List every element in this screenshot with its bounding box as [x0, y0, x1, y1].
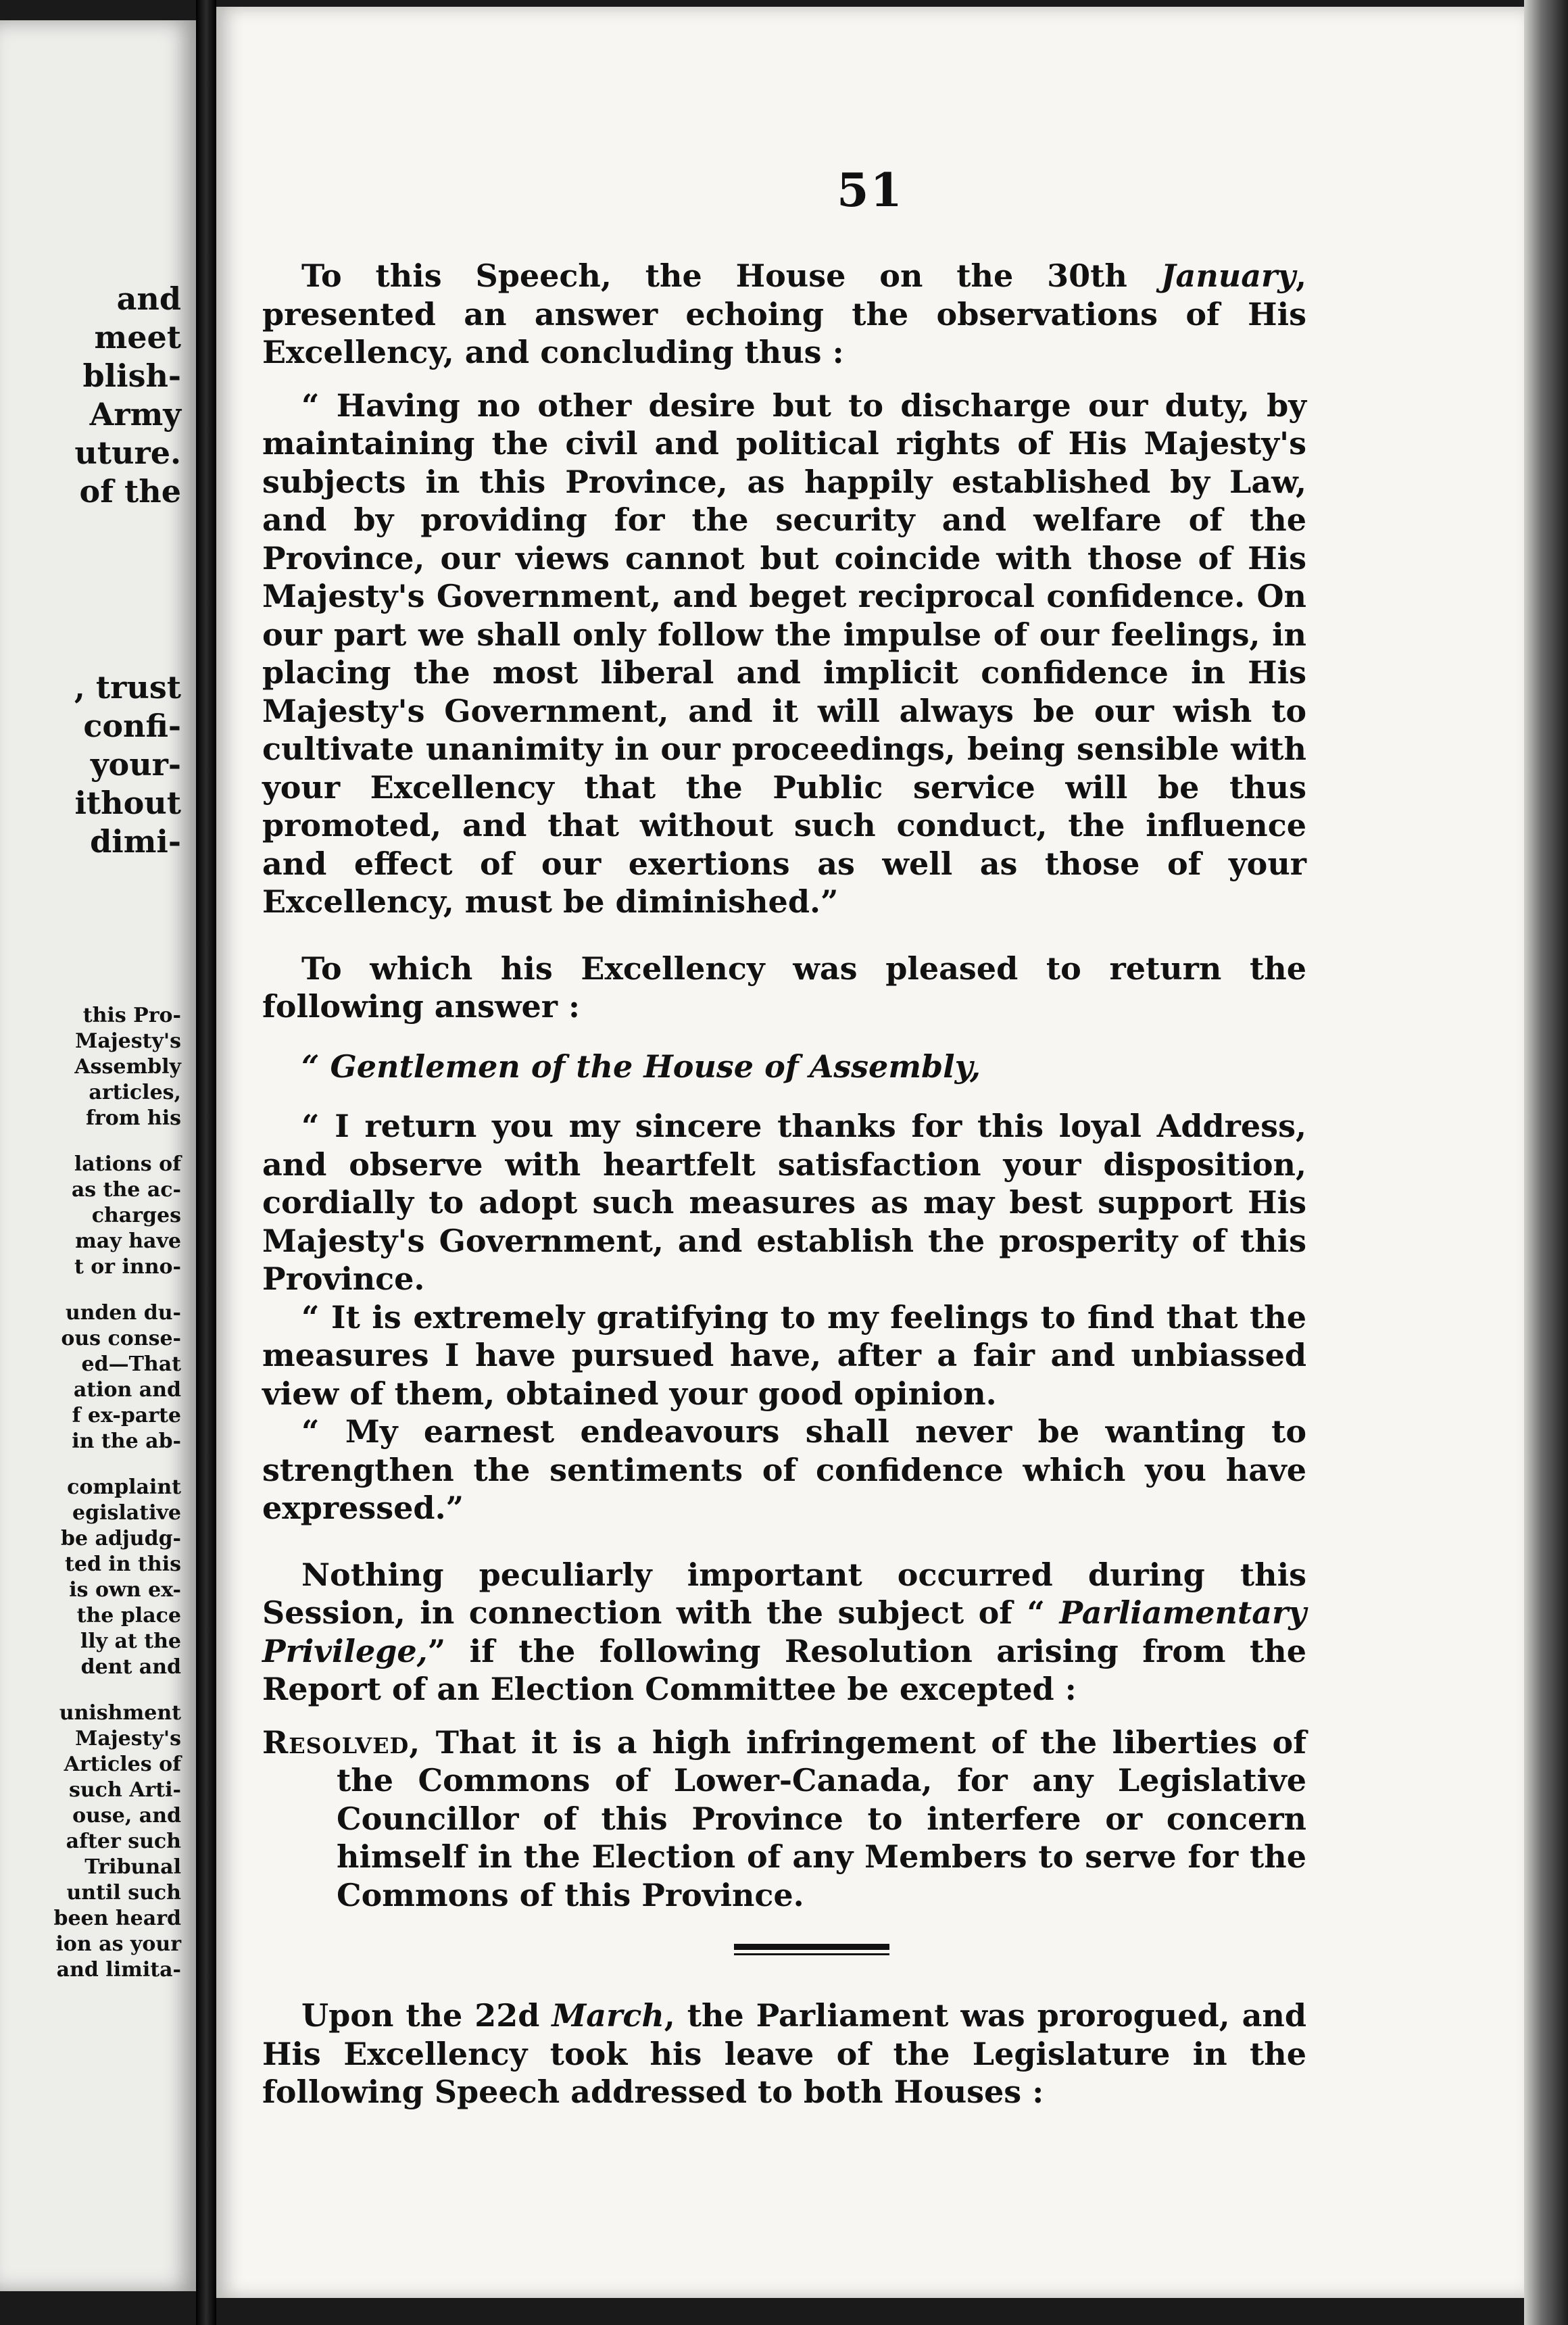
left-fragment-line: lly at the: [80, 1630, 181, 1653]
left-fragment-line: may have: [75, 1229, 181, 1253]
paragraph-endeavours: “ My earnest endeavours shall never be wanting to strengthen the sentiments of confidence which you have expressed.”: [262, 1413, 1306, 1526]
paragraph-session: Nothing peculiarly important occurred during this Session, in connection with the subject of “ Parliamentary Privilege,” if the following Resolution arising from the Report of an Election Committee be excepted :: [262, 1556, 1306, 1707]
page-body: [262, 257, 1306, 2111]
left-fragment-line: ouse, and: [72, 1804, 181, 1828]
left-fragment-line: Assembly: [74, 1055, 181, 1079]
left-fragment-line: of the: [79, 473, 181, 510]
left-fragment-line: charges: [91, 1204, 181, 1227]
left-fragment-line: egislative: [72, 1501, 181, 1525]
left-fragment-line: this Pro-: [82, 1004, 181, 1027]
date-month-march: March: [552, 1997, 664, 2034]
left-fragment-line: dimi-: [90, 823, 181, 860]
left-fragment-line: Majesty's: [75, 1727, 181, 1751]
left-fragment-line: as the ac-: [71, 1178, 181, 1202]
parliamentary-privilege-phrase: Parliamentary Privilege,: [262, 1594, 1306, 1669]
left-fragment-line: ation and: [73, 1378, 181, 1402]
left-fragment-line: been heard: [53, 1907, 181, 1930]
section-divider: [734, 1944, 889, 1959]
left-fragment-line: Articles of: [64, 1753, 181, 1776]
left-fragment-line: is own ex-: [69, 1578, 181, 1602]
page-number: 51: [837, 164, 904, 218]
left-fragment-line: unden du-: [65, 1301, 181, 1325]
left-fragment-line: t or inno-: [74, 1255, 181, 1279]
paragraph-thanks: “ I return you my sincere thanks for this loyal Address, and observe with heartfelt satisfaction your disposition, cordially to adopt such measures as may best support His Majesty's Government, and establish the prosperity of this Province.: [262, 1108, 1306, 1297]
left-fragment-line: Tribunal: [84, 1855, 181, 1879]
page-edge-shadow: [1524, 0, 1568, 2325]
left-fragment-line: ted in this: [65, 1552, 181, 1576]
left-fragment-line: ion as your: [55, 1932, 181, 1956]
left-fragment-line: uture.: [74, 435, 181, 471]
salutation: “ Gentlemen of the House of Assembly,: [301, 1048, 981, 1085]
date-month-january: January: [1160, 258, 1296, 294]
resolved-label: Resolved,: [262, 1723, 421, 1761]
left-fragment-line: articles,: [89, 1081, 181, 1104]
left-fragment-line: meet: [94, 319, 181, 356]
left-fragment-line: ous conse-: [61, 1327, 181, 1350]
paragraph-return-answer: To which his Excellency was pleased to return the following answer :: [262, 950, 1306, 1025]
left-fragment-line: ithout: [74, 785, 181, 821]
paragraph-intro: To this Speech, the House on the 30th January, presented an answer echoing the observations of His Excellency, and concluding thus :: [262, 258, 1306, 370]
right-page: [216, 7, 1524, 2298]
left-fragment-line: the place: [76, 1604, 181, 1628]
left-fragment-line: be adjudg-: [61, 1527, 181, 1550]
left-fragment-line: and: [116, 280, 181, 317]
left-fragment-line: complaint: [67, 1475, 181, 1499]
left-fragment-line: ed—That: [81, 1352, 181, 1376]
left-fragment-line: your-: [90, 746, 181, 783]
left-fragment-line: f ex-parte: [72, 1404, 181, 1427]
left-fragment-line: until such: [66, 1881, 181, 1905]
paragraph-gratifying: “ It is extremely gratifying to my feelings to find that the measures I have pursued have, after a fair and unbiassed view of them, obtained your good opinion.: [262, 1298, 1306, 1412]
left-fragment-line: from his: [85, 1106, 181, 1130]
left-fragment-line: Majesty's: [75, 1029, 181, 1053]
left-fragment-line: after such: [66, 1830, 181, 1853]
left-fragment-line: lations of: [74, 1152, 181, 1176]
left-fragment-line: unishment: [59, 1701, 181, 1725]
left-fragment-line: in the ab-: [72, 1429, 181, 1453]
left-fragment-line: and limita-: [56, 1958, 181, 1982]
left-fragment-line: confi-: [83, 708, 181, 744]
paragraph-prorogued: Upon the 22d March, the Parliament was prorogued, and His Excellency took his leave of the Legislature in the following Speech addressed to both Houses :: [262, 1997, 1306, 2110]
left-fragment-line: dent and: [80, 1655, 181, 1679]
resolution: Resolved, That it is a high infringement of the liberties of the Commons of Lower-Canada, for any Legislative Councillor of this Province to interfere or concern himself in the Election of any Members to serve for the Commons of this Province.: [262, 1723, 1306, 1913]
left-fragment-line: Army: [89, 396, 181, 433]
left-fragment-line: such Arti-: [68, 1778, 181, 1802]
book-gutter: [196, 0, 216, 2325]
paragraph-house-answer: “ Having no other desire but to discharge our duty, by maintaining the civil and political rights of His Majesty's subjects in this Province, as happily established by Law, and by providing for the security and welfare of the Province, our views cannot but coincide with those of His Majesty's Government, and beget reciprocal confidence. On our part we shall only follow the impulse of our feelings, in placing the most liberal and implicit confidence in His Majesty's Government, and it will always be our wish to cultivate unanimity in our proceedings, being sensible with your Excellency that the Public service will be thus promoted, and that without such conduct, the influence and effect of our exertions as well as those of your Excellency, must be diminished.”: [262, 387, 1306, 920]
left-page-fragment: [0, 20, 196, 2291]
left-fragment-line: , trust: [74, 669, 181, 706]
left-fragment-line: blish-: [82, 358, 181, 394]
